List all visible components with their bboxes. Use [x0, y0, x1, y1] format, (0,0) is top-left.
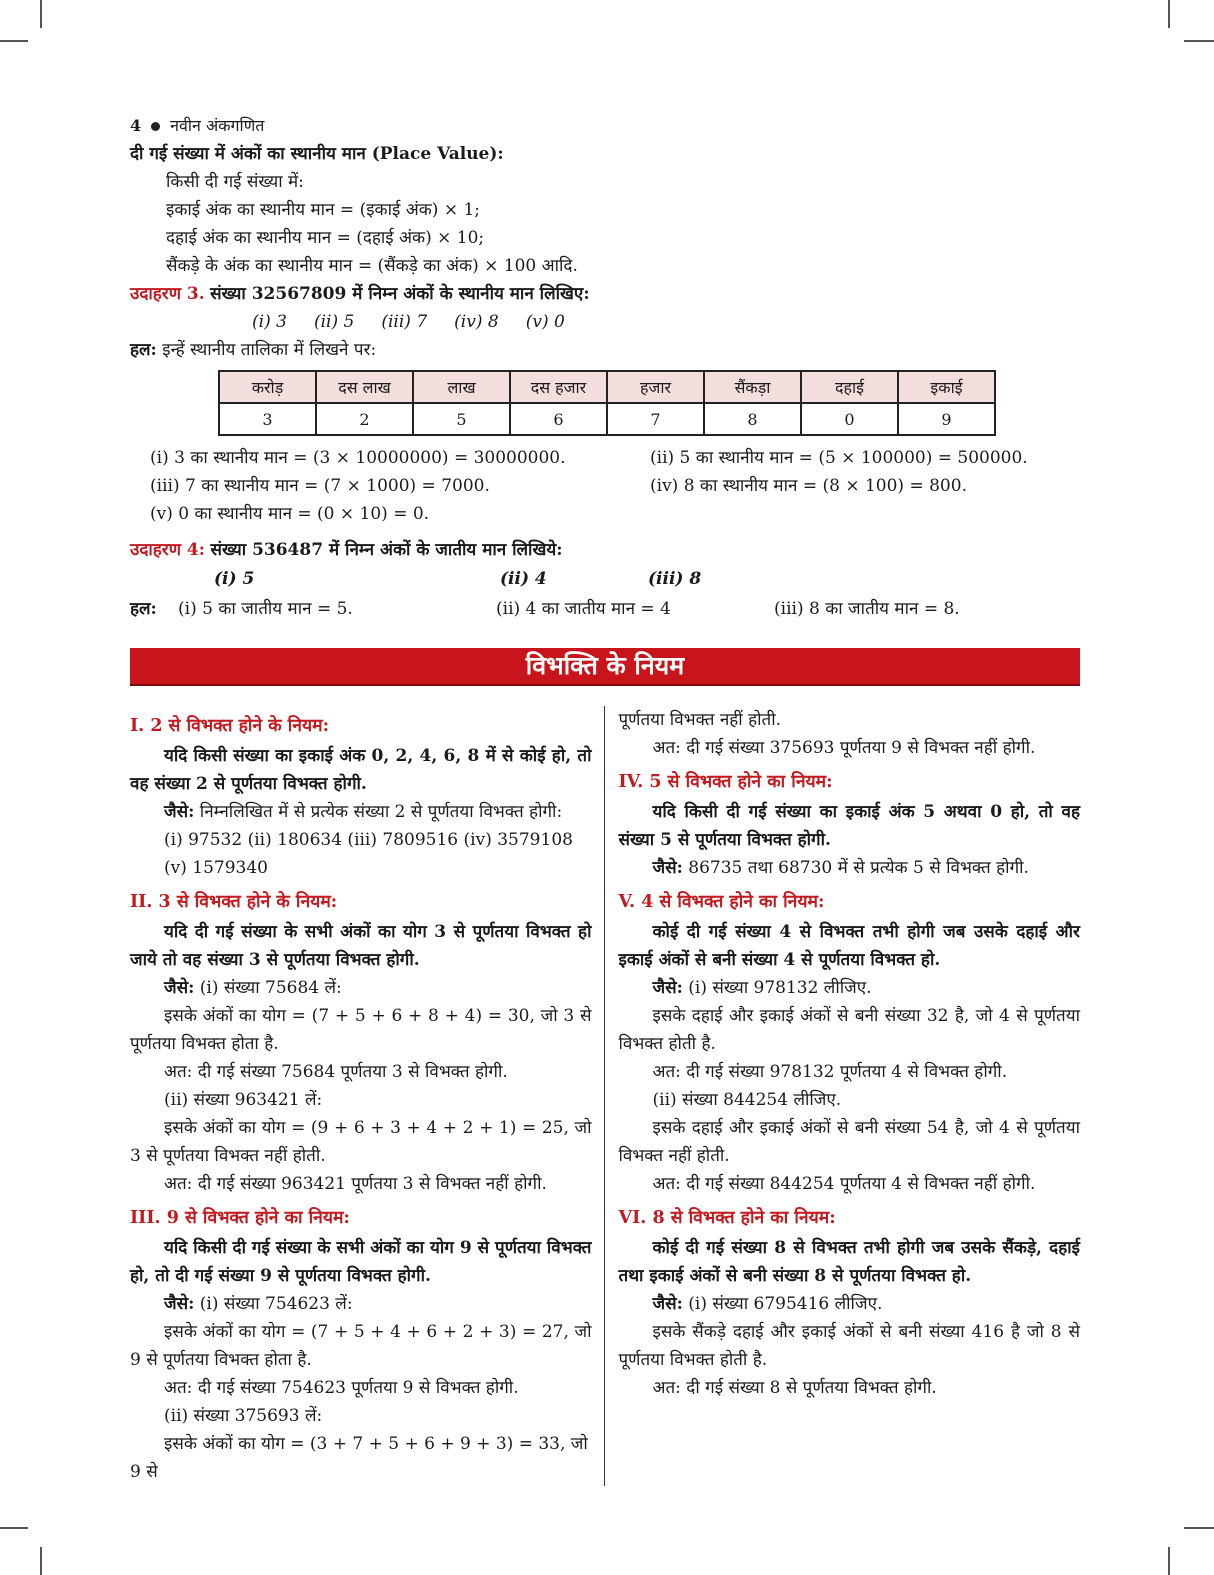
page-number: 4: [130, 116, 142, 135]
answer-line: (i) 3 का स्थानीय मान = (3 × 10000000) = 30000000.: [150, 448, 566, 468]
rule-text: यदि किसी दी गई संख्या के सभी अंकों का योग 9 से पूर्णतया विभक्त हो, तो दी गई संख्या 9 से पूर्णतया विभक्त होगी.: [130, 1238, 592, 1286]
rules-left-column: [130, 706, 605, 1486]
example-4-question: [130, 536, 1080, 564]
rule-text: कोई दी गई संख्या 4 से विभक्त तभी होगी जब उसके दहाई और इकाई अंकों से बनी संख्या 4 से पूर्णतया विभक्त हो.: [618, 922, 1080, 970]
example-label: जैसे:: [164, 1294, 195, 1314]
rule-text: यदि किसी संख्या का इकाई अंक 0, 2, 4, 6, 8 में से कोई हो, तो वह संख्या 2 से पूर्णतया विभक्त होगी.: [130, 746, 592, 794]
example-text-body: 86735 तथा 68730 में से प्रत्येक 5 से विभक्त होगी.: [688, 858, 1029, 878]
crop-mark: [1184, 40, 1214, 42]
rule-text: यदि दी गई संख्या के सभी अंकों का योग 3 से पूर्णतया विभक्त हो जाये तो वह संख्या 3 से पूर्णतया विभक्त होगी.: [130, 922, 592, 970]
rule-text: यदि किसी दी गई संख्या का इकाई अंक 5 अथवा 0 हो, तो वह संख्या 5 से पूर्णतया विभक्त होगी.: [618, 802, 1080, 850]
answer-line: (iii) 7 का स्थानीय मान = (7 × 1000) = 7000.: [150, 476, 490, 496]
book-title: नवीन अंकगणित: [170, 116, 265, 135]
option: (ii) 5: [313, 312, 355, 332]
rule-text: कोई दी गई संख्या 8 से विभक्त तभी होगी जब उसके सैंकड़े, दहाई तथा इकाई अंकों से बनी संख्या 8 से पूर्णतया विभक्त हो.: [618, 1238, 1080, 1286]
table-cell: 7: [607, 403, 704, 435]
crop-mark: [0, 40, 28, 42]
sum-line-continued: पूर्णतया विभक्त नहीं होती.: [618, 710, 782, 730]
table-row: [219, 403, 995, 435]
result-line: अत: दी गई संख्या 844254 पूर्णतया 4 से विभक्त नहीं होगी.: [652, 1174, 1036, 1194]
example-label: उदाहरण 4:: [130, 540, 206, 560]
answer-line: (ii) 5 का स्थानीय मान = (5 × 100000) = 500000.: [650, 448, 1028, 468]
table-header-cell: सैंकड़ा: [704, 371, 801, 403]
example-text: [130, 798, 592, 826]
option: (v) 0: [525, 312, 565, 332]
example-list: (v) 1579340: [164, 858, 268, 878]
table-cell: 5: [413, 403, 510, 435]
option: (iv) 8: [454, 312, 499, 332]
example-3-question: [130, 280, 1080, 308]
place-value-line: सैंकड़े के अंक का स्थानीय मान = (सैंकड़े का अंक) × 100 आदि.: [166, 256, 578, 276]
table-cell: 8: [704, 403, 801, 435]
example-4-options: [130, 564, 1080, 594]
example-case: (ii) संख्या 963421 लें:: [164, 1090, 323, 1110]
example-case: (ii) संख्या 844254 लीजिए.: [652, 1090, 842, 1110]
sum-line: इसके अंकों का योग = (3 + 7 + 5 + 6 + 9 + 3) = 33, जो 9 से: [130, 1434, 588, 1482]
example-case: (i) संख्या 978132 लीजिए.: [688, 978, 872, 998]
crop-mark: [40, 0, 42, 28]
result-line: अत: दी गई संख्या 978132 पूर्णतया 4 से विभक्त होगी.: [652, 1062, 1008, 1082]
table-cell: 9: [898, 403, 995, 435]
answer-line: (ii) 4 का जातीय मान = 4: [496, 599, 671, 619]
example-line: [130, 974, 592, 1002]
result-line: अत: दी गई संख्या 963421 पूर्णतया 3 से विभक्त नहीं होगी.: [164, 1174, 547, 1194]
example-label: जैसे:: [164, 802, 195, 822]
example-question: संख्या 536487 में निम्न अंकों के जातीय मान लिखिये:: [210, 540, 563, 560]
result-line: अत: दी गई संख्या 754623 पूर्णतया 9 से विभक्त होगी.: [164, 1378, 519, 1398]
option: (i) 5: [214, 569, 255, 589]
example-3-options: [130, 308, 1080, 336]
solution-intro: इन्हें स्थानीय तालिका में लिखने पर:: [162, 340, 377, 360]
page-content: [130, 112, 1080, 1486]
rule-title: II. 3 से विभक्त होने के नियम:: [130, 892, 338, 912]
section-banner: विभक्ति के नियम: [130, 648, 1080, 686]
sum-line: इसके सैंकड़े दहाई और इकाई अंकों से बनी संख्या 416 है जो 8 से पूर्णतया विभक्त होती है.: [618, 1322, 1080, 1370]
rule-title: V. 4 से विभक्त होने का नियम:: [618, 892, 825, 912]
example-label: जैसे:: [652, 858, 683, 878]
option: (ii) 4: [500, 569, 547, 589]
place-value-line: किसी दी गई संख्या में:: [166, 172, 304, 192]
answer-line: (iii) 8 का जातीय मान = 8.: [774, 599, 960, 619]
rules-columns: [130, 706, 1080, 1486]
rule-title: III. 9 से विभक्त होने का नियम:: [130, 1208, 350, 1228]
example-line: [619, 1290, 1081, 1318]
crop-mark: [40, 1547, 42, 1575]
rule-title: IV. 5 से विभक्त होने का नियम:: [618, 772, 833, 792]
table-header-cell: इकाई: [898, 371, 995, 403]
example-question: संख्या 32567809 में निम्न अंकों के स्थानीय मान लिखिए:: [210, 284, 590, 304]
option: (i) 3: [252, 312, 287, 332]
table-header-cell: दस लाख: [316, 371, 413, 403]
example-line: [619, 974, 1081, 1002]
example-label: उदाहरण 3.: [130, 284, 205, 304]
crop-mark: [1168, 1547, 1170, 1575]
example-case: (i) संख्या 6795416 लीजिए.: [688, 1294, 883, 1314]
example-line: [130, 1290, 592, 1318]
table-cell: 2: [316, 403, 413, 435]
place-value-heading: दी गई संख्या में अंकों का स्थानीय मान (Place Value):: [130, 144, 504, 164]
result-line: अत: दी गई संख्या 75684 पूर्णतया 3 से विभक्त होगी.: [164, 1062, 508, 1082]
example-case: (ii) संख्या 375693 लें:: [164, 1406, 323, 1426]
solution-label: हल:: [130, 340, 157, 360]
example-4-solution: [130, 594, 1080, 624]
solution-label: हल:: [130, 599, 157, 619]
table-cell: 3: [219, 403, 316, 435]
sum-line: इसके दहाई और इकाई अंकों से बनी संख्या 54 है, जो 4 से पूर्णतया विभक्त नहीं होती.: [618, 1118, 1080, 1166]
example-3-solution: [130, 336, 1080, 364]
bullet-icon: [151, 122, 160, 131]
example-list: (i) 97532 (ii) 180634 (iii) 7809516 (iv) 3579108: [164, 830, 573, 850]
result-line: अत: दी गई संख्या 375693 पूर्णतया 9 से विभक्त नहीं होगी.: [652, 738, 1036, 758]
example-3-answers: [130, 444, 1080, 528]
sum-line: इसके अंकों का योग = (9 + 6 + 3 + 4 + 2 + 1) = 25, जो 3 से पूर्णतया विभक्त नहीं होती.: [130, 1118, 592, 1166]
example-label: जैसे:: [164, 978, 195, 998]
example-case: (i) संख्या 754623 लें:: [199, 1294, 353, 1314]
table-header-row: [219, 371, 995, 403]
option: (iii) 7: [381, 312, 428, 332]
place-value-line: दहाई अंक का स्थानीय मान = (दहाई अंक) × 10;: [166, 228, 485, 248]
example-line: [619, 854, 1081, 882]
example-label: जैसे:: [652, 1294, 683, 1314]
rule-title: I. 2 से विभक्त होने के नियम:: [130, 716, 330, 736]
example-text-body: निम्नलिखित में से प्रत्येक संख्या 2 से पूर्णतया विभक्त होगी:: [199, 802, 563, 822]
crop-mark: [1168, 0, 1170, 28]
rule-title: VI. 8 से विभक्त होने का नियम:: [618, 1208, 836, 1228]
result-line: अत: दी गई संख्या 8 से पूर्णतया विभक्त होगी.: [652, 1378, 937, 1398]
sum-line: इसके अंकों का योग = (7 + 5 + 6 + 8 + 4) = 30, जो 3 से पूर्णतया विभक्त होता है.: [130, 1006, 592, 1054]
sum-line: इसके अंकों का योग = (7 + 5 + 4 + 6 + 2 + 3) = 27, जो 9 से पूर्णतया विभक्त होता है.: [130, 1322, 592, 1370]
rules-right-column: [605, 706, 1081, 1486]
table-header-cell: दहाई: [801, 371, 898, 403]
answer-line: (i) 5 का जातीय मान = 5.: [178, 599, 353, 619]
crop-mark: [1184, 1527, 1214, 1529]
table-cell: 6: [510, 403, 607, 435]
table-header-cell: करोड़: [219, 371, 316, 403]
place-value-line: इकाई अंक का स्थानीय मान = (इकाई अंक) × 1;: [166, 200, 481, 220]
table-header-cell: लाख: [413, 371, 510, 403]
answer-line: (v) 0 का स्थानीय मान = (0 × 10) = 0.: [150, 504, 430, 524]
running-header: [130, 112, 1080, 140]
answer-line: (iv) 8 का स्थानीय मान = (8 × 100) = 800.: [650, 476, 967, 496]
place-value-table: [218, 370, 996, 436]
sum-line: इसके दहाई और इकाई अंकों से बनी संख्या 32 है, जो 4 से पूर्णतया विभक्त होती है.: [618, 1006, 1080, 1054]
table-cell: 0: [801, 403, 898, 435]
crop-mark: [0, 1527, 28, 1529]
example-label: जैसे:: [652, 978, 683, 998]
option: (iii) 8: [648, 569, 702, 589]
table-header-cell: हजार: [607, 371, 704, 403]
example-case: (i) संख्या 75684 लें:: [199, 978, 342, 998]
table-header-cell: दस हजार: [510, 371, 607, 403]
